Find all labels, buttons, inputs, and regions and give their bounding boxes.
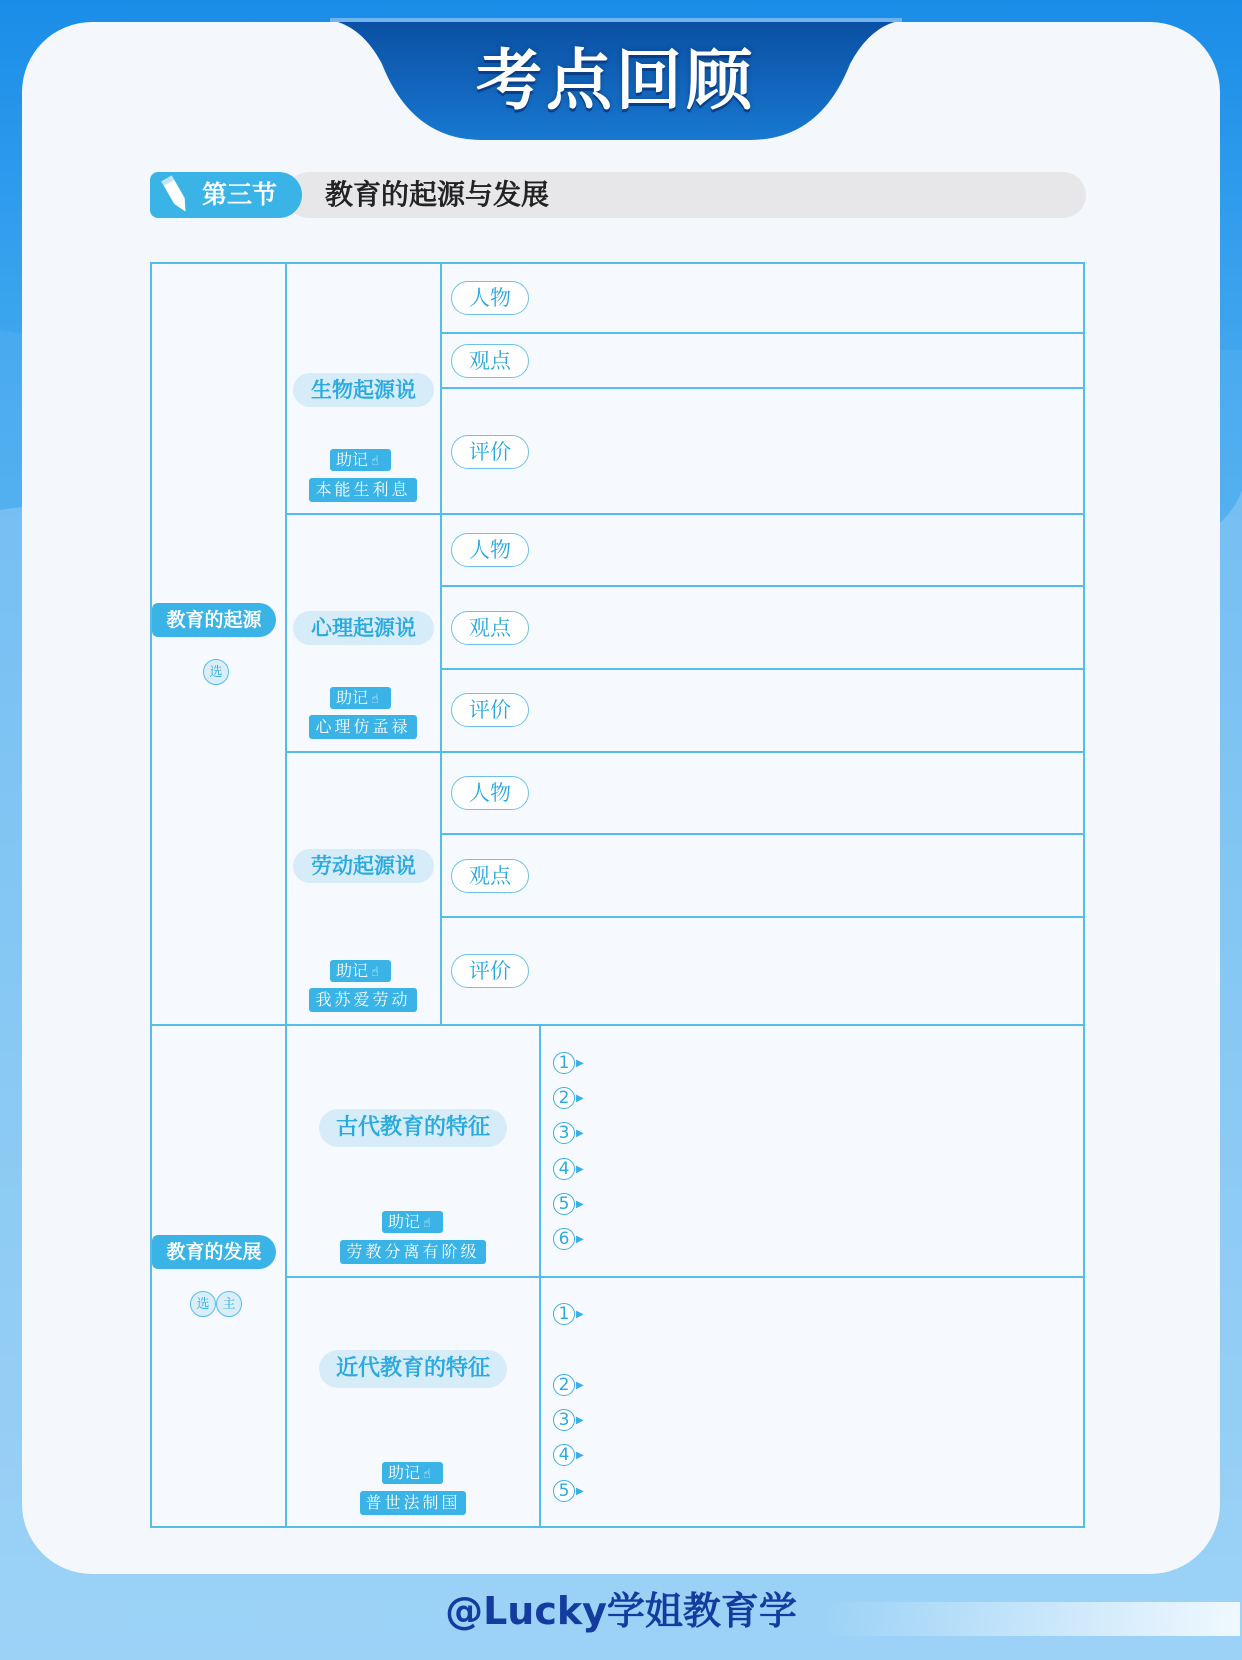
stage-name-modern: 近代教育的特征 [319, 1350, 507, 1388]
page-title: 考点回顾 [476, 41, 756, 119]
stage-name-ancient: 古代教育的特征 [319, 1109, 507, 1147]
list-item: 1 ▶ [553, 1302, 584, 1326]
triangle-marker-icon: ▶ [576, 1128, 584, 1139]
row-label-evaluation: 评价 [451, 954, 529, 988]
mnemonic-text: 普世法制国 [360, 1491, 466, 1515]
triangle-marker-icon: ▶ [576, 1093, 584, 1104]
mnemonic-text: 劳教分离有阶级 [340, 1240, 486, 1264]
list-item: 4 ▶ [553, 1157, 584, 1181]
mnemonic-label: 助记 ☝ [330, 449, 391, 471]
mnemonic-text: 我苏爱劳动 [309, 988, 417, 1012]
mnemonic-label: 助记 ☝ [382, 1211, 443, 1233]
theory-name-labor: 劳动起源说 [293, 849, 434, 883]
pointer-hand-icon: ☝ [423, 1467, 431, 1482]
watermark-text: @Lucky学姐教育学 [445, 1589, 797, 1633]
tag-select: 选 [203, 659, 229, 685]
tag-select: 选 [190, 1291, 216, 1317]
triangle-marker-icon: ▶ [576, 1486, 584, 1497]
triangle-marker-icon: ▶ [576, 1415, 584, 1426]
list-item: 1 ▶ [553, 1051, 584, 1075]
category-label-development: 教育的发展 [152, 1235, 276, 1269]
triangle-marker-icon: ▶ [576, 1199, 584, 1210]
triangle-marker-icon: ▶ [576, 1309, 584, 1320]
row-label-viewpoint: 观点 [451, 859, 529, 893]
mnemonic-label: 助记 ☝ [382, 1462, 443, 1484]
pointer-hand-icon: ☝ [371, 692, 379, 707]
mnemonic-label: 助记 ☝ [330, 960, 391, 982]
mnemonic-label: 助记 ☝ [330, 687, 391, 709]
pointer-hand-icon: ☝ [371, 965, 379, 980]
pointer-hand-icon: ☝ [423, 1216, 431, 1231]
pointer-hand-icon: ☝ [371, 454, 379, 469]
category-label-origin: 教育的起源 [152, 603, 276, 637]
list-item: 5 ▶ [553, 1479, 584, 1503]
list-item: 4 ▶ [553, 1443, 584, 1467]
row-label-person: 人物 [451, 533, 529, 567]
row-label-evaluation: 评价 [451, 693, 529, 727]
row-label-viewpoint: 观点 [451, 344, 529, 378]
row-label-person: 人物 [451, 281, 529, 315]
triangle-marker-icon: ▶ [576, 1058, 584, 1069]
list-item: 6 ▶ [553, 1227, 584, 1251]
mnemonic-text: 本能生利息 [309, 478, 417, 502]
list-item: 3 ▶ [553, 1408, 584, 1432]
mnemonic-text: 心理仿孟禄 [309, 715, 417, 739]
theory-name-biological: 生物起源说 [293, 373, 434, 407]
section-title: 教育的起源与发展 [325, 178, 550, 211]
tag-main: 主 [216, 1291, 242, 1317]
triangle-marker-icon: ▶ [576, 1380, 584, 1391]
triangle-marker-icon: ▶ [576, 1234, 584, 1245]
triangle-marker-icon: ▶ [576, 1450, 584, 1461]
row-label-viewpoint: 观点 [451, 611, 529, 645]
triangle-marker-icon: ▶ [576, 1164, 584, 1175]
row-label-person: 人物 [451, 776, 529, 810]
theory-name-psychological: 心理起源说 [293, 611, 434, 645]
list-item: 2 ▶ [553, 1086, 584, 1110]
list-item: 5 ▶ [553, 1192, 584, 1216]
list-item: 2 ▶ [553, 1373, 584, 1397]
section-number: 第三节 [202, 180, 278, 209]
list-item: 3 ▶ [553, 1121, 584, 1145]
row-label-evaluation: 评价 [451, 435, 529, 469]
